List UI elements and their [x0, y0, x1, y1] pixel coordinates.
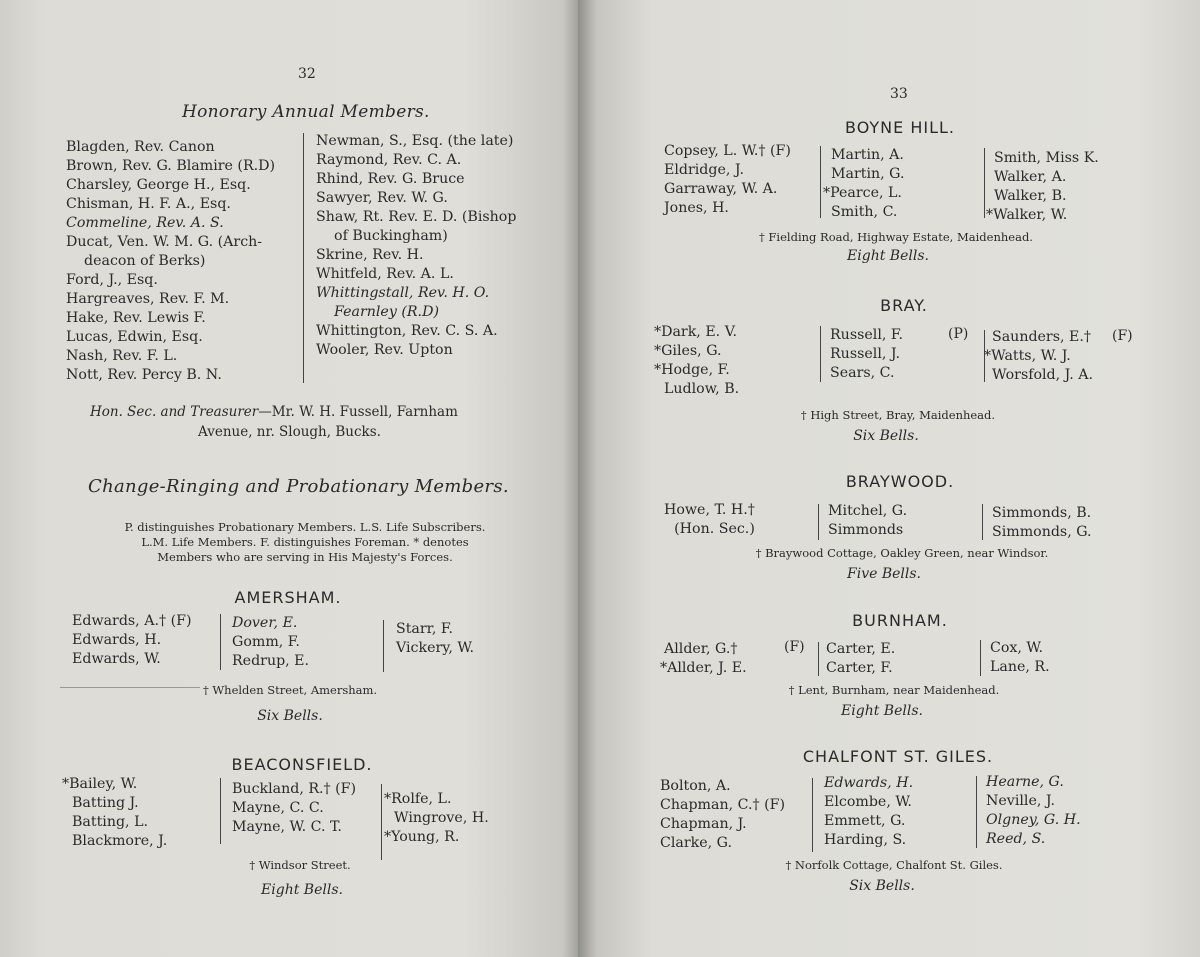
legend-line: L.M. Life Members. F. distinguishes Foreman. * denotes: [141, 535, 469, 549]
ringer-entry: Harding, S.: [824, 832, 907, 848]
ringer-entry: Sears, C.: [830, 365, 895, 381]
beaconsfield-column-1: [62, 775, 167, 851]
ringer-entry: (Hon. Sec.): [674, 521, 755, 537]
ringer-entry: Simmonds, B.: [992, 505, 1092, 521]
ringer-entry: Jones, H.: [664, 200, 729, 216]
member-entry: Fearnley (R.D): [316, 304, 439, 320]
ringer-entry: *Dark, E. V.: [654, 324, 737, 340]
ringer-entry: Chapman, J.: [660, 816, 747, 832]
ringer-entry: *Hodge, F.: [654, 362, 730, 378]
amersham-column-1: [72, 612, 191, 669]
member-entry: Newman, S., Esq. (the late): [316, 133, 514, 149]
member-entry: Hake, Rev. Lewis F.: [66, 310, 206, 326]
beaconsfield-column-2: [232, 780, 356, 837]
ringer-entry: Carter, F.: [826, 660, 893, 676]
member-entry: Charsley, George H., Esq.: [66, 177, 251, 193]
ringer-entry: Redrup, E.: [232, 653, 310, 669]
tower-beaconsfield-heading: BEACONSFIELD.: [231, 755, 373, 774]
ringer-entry: *Allder, J. E.: [660, 660, 747, 676]
member-entry: Whittingstall, Rev. H. O.: [316, 285, 490, 301]
column-divider: [976, 776, 977, 848]
change-ringing-heading: Change-Ringing and Probationary Members.: [88, 476, 509, 497]
ringer-entry: Mayne, C. C.: [232, 800, 324, 816]
tower-address: † Fielding Road, Highway Estate, Maidenhead.: [759, 230, 1033, 244]
member-entry: Chisman, H. F. A., Esq.: [66, 196, 231, 212]
ringer-entry: Eldridge, J.: [664, 162, 744, 178]
member-entry: Nott, Rev. Percy B. N.: [66, 367, 222, 383]
column-divider: [383, 620, 384, 672]
ringer-entry: *Rolfe, L.: [384, 791, 452, 807]
member-entry: Wooler, Rev. Upton: [316, 342, 453, 358]
ringer-entry: Simmonds, G.: [992, 524, 1092, 540]
bell-count: Six Bells.: [853, 428, 919, 444]
ringer-entry: Reed, S.: [986, 831, 1046, 847]
ringer-entry: Edwards, W.: [72, 651, 161, 667]
column-divider: [303, 133, 304, 383]
ringer-entry: Vickery, W.: [396, 640, 475, 656]
ringer-entry: Olgney, G. H.: [986, 812, 1081, 828]
hon-sec-address: Avenue, nr. Slough, Bucks.: [198, 424, 381, 440]
tower-address: † Norfolk Cottage, Chalfont St. Giles.: [785, 858, 1003, 872]
column-divider: [818, 642, 819, 676]
ringer-entry: Worsfold, J. A.: [992, 367, 1094, 383]
member-entry: of Buckingham): [316, 228, 448, 244]
bray-column-1: [654, 323, 739, 399]
boyne-hill-column-3: [986, 149, 1099, 225]
member-entry: Brown, Rev. G. Blamire (R.D): [66, 158, 276, 174]
ringer-entry: Dover, E.: [232, 615, 298, 631]
member-entry: deacon of Berks): [66, 253, 206, 269]
page-number: 33: [890, 86, 908, 102]
legend-line: P. distinguishes Probationary Members. L.S. Life Subscribers.: [124, 520, 486, 534]
braywood-column-2: [828, 502, 907, 540]
column-divider: [220, 614, 221, 670]
member-entry: Whitfeld, Rev. A. L.: [316, 266, 454, 282]
ringer-entry: Hearne, G.: [986, 774, 1064, 790]
honorary-column-2: [316, 132, 516, 360]
ringer-entry: *Pearce, L.: [823, 185, 902, 201]
ringer-entry: Chapman, C.† (F): [660, 797, 785, 813]
hon-sec-line: [90, 404, 458, 420]
braywood-column-3: [992, 504, 1092, 542]
ringer-entry: Edwards, H.: [824, 775, 914, 791]
tower-chalfont-st-giles-heading: CHALFONT ST. GILES.: [802, 747, 994, 766]
tower-address: † Windsor Street.: [249, 858, 351, 872]
bray-column-2: [830, 326, 903, 383]
member-entry: Raymond, Rev. C. A.: [316, 152, 462, 168]
honorary-column-1: [66, 138, 275, 385]
ringer-entry: Russell, F.: [830, 327, 904, 343]
tower-address: † Braywood Cottage, Oakley Green, near Windsor.: [755, 546, 1049, 560]
ringer-entry: Buckland, R.† (F): [232, 781, 357, 797]
ringer-entry: Mitchel, G.: [828, 503, 908, 519]
chalfont-column-1: [660, 777, 785, 853]
ringer-entry: *Giles, G.: [654, 343, 722, 359]
bell-count: Five Bells.: [847, 566, 921, 582]
ringer-entry: Walker, B.: [994, 188, 1067, 204]
bell-count: Six Bells.: [849, 878, 915, 894]
legend: [70, 520, 540, 565]
beaconsfield-column-3: [384, 790, 489, 847]
ringer-entry: Smith, C.: [831, 204, 898, 220]
foreman-tag: (F): [784, 639, 805, 655]
ringer-entry: *Young, R.: [384, 829, 460, 845]
amersham-column-3: [396, 620, 474, 658]
ringer-entry: Mayne, W. C. T.: [232, 819, 342, 835]
tower-boyne-hill-heading: BOYNE HILL.: [844, 118, 956, 137]
ringer-entry: Howe, T. H.†: [664, 502, 755, 518]
ringer-entry: Edwards, H.: [72, 632, 162, 648]
ringer-entry: Lane, R.: [990, 659, 1050, 675]
boyne-hill-column-2: [823, 146, 905, 222]
ringer-entry: Neville, J.: [986, 793, 1055, 809]
right-page: [578, 0, 1200, 957]
tower-amersham-heading: AMERSHAM.: [234, 588, 342, 607]
ringer-entry: Clarke, G.: [660, 835, 732, 851]
hon-sec-label: Hon. Sec. and Treasurer: [90, 404, 259, 420]
column-divider: [820, 146, 821, 218]
foreman-tag: (F): [1112, 328, 1133, 344]
ringer-entry: Batting, L.: [72, 814, 148, 830]
chalfont-column-2: [824, 774, 913, 850]
ringer-entry: Elcombe, W.: [824, 794, 912, 810]
ringer-entry: Martin, A.: [831, 147, 904, 163]
bell-count: Eight Bells.: [841, 703, 923, 719]
ringer-entry: Russell, J.: [830, 346, 900, 362]
member-entry: Ducat, Ven. W. M. G. (Arch-: [66, 234, 263, 250]
faint-rule: [60, 687, 200, 688]
tower-burnham-heading: BURNHAM.: [852, 611, 948, 630]
column-divider: [818, 504, 819, 540]
probationary-tag: (P): [948, 326, 969, 342]
legend-line: Members who are serving in His Majesty's Forces.: [157, 550, 453, 564]
ringer-entry: Copsey, L. W.† (F): [664, 143, 791, 159]
column-divider: [980, 640, 981, 676]
boyne-hill-column-1: [664, 142, 791, 218]
ringer-entry: Smith, Miss K.: [994, 150, 1099, 166]
ringer-entry: Saunders, E.†: [992, 329, 1091, 345]
column-divider: [982, 504, 983, 540]
member-entry: Hargreaves, Rev. F. M.: [66, 291, 230, 307]
ringer-entry: Emmett, G.: [824, 813, 906, 829]
ringer-entry: Garraway, W. A.: [664, 181, 778, 197]
ringer-entry: Ludlow, B.: [664, 381, 740, 397]
amersham-column-2: [232, 614, 309, 671]
ringer-entry: Wingrove, H.: [394, 810, 489, 826]
bell-count: Six Bells.: [257, 708, 323, 724]
ringer-entry: Walker, A.: [994, 169, 1067, 185]
member-entry: Rhind, Rev. G. Bruce: [316, 171, 465, 187]
ringer-entry: Martin, G.: [831, 166, 905, 182]
braywood-column-1: [664, 501, 755, 539]
tower-address: † High Street, Bray, Maidenhead.: [800, 408, 996, 422]
member-entry: Commeline, Rev. A. S.: [66, 215, 224, 231]
tower-bray-heading: BRAY.: [880, 296, 928, 315]
burnham-column-3: [990, 639, 1050, 677]
bell-count: Eight Bells.: [261, 882, 343, 898]
tower-address: † Lent, Burnham, near Maidenhead.: [788, 683, 1000, 697]
ringer-entry: Batting J.: [72, 795, 139, 811]
column-divider: [381, 784, 382, 860]
honorary-heading: Honorary Annual Members.: [182, 102, 430, 122]
ringer-entry: *Watts, W. J.: [984, 348, 1071, 364]
burnham-column-2: [826, 640, 895, 678]
ringer-entry: Edwards, A.† (F): [72, 613, 192, 629]
ringer-entry: Simmonds: [828, 522, 904, 538]
member-entry: Ford, J., Esq.: [66, 272, 158, 288]
left-page: [0, 0, 580, 957]
bell-count: Eight Bells.: [847, 248, 929, 264]
column-divider: [820, 326, 821, 382]
ringer-entry: Starr, F.: [396, 621, 454, 637]
ringer-entry: Blackmore, J.: [72, 833, 168, 849]
ringer-entry: Cox, W.: [990, 640, 1044, 656]
member-entry: Whittington, Rev. C. S. A.: [316, 323, 498, 339]
member-entry: Skrine, Rev. H.: [316, 247, 424, 263]
ringer-entry: Carter, E.: [826, 641, 896, 657]
member-entry: Blagden, Rev. Canon: [66, 139, 215, 155]
burnham-column-1: [660, 640, 747, 678]
tower-address: † Whelden Street, Amersham.: [202, 683, 378, 697]
member-entry: Nash, Rev. F. L.: [66, 348, 178, 364]
column-divider: [812, 778, 813, 852]
member-entry: Lucas, Edwin, Esq.: [66, 329, 203, 345]
member-entry: Sawyer, Rev. W. G.: [316, 190, 448, 206]
ringer-entry: *Walker, W.: [986, 207, 1068, 223]
bray-column-3: [984, 328, 1093, 385]
column-divider: [984, 148, 985, 218]
tower-braywood-heading: BRAYWOOD.: [845, 472, 955, 491]
member-entry: Shaw, Rt. Rev. E. D. (Bishop: [316, 209, 517, 225]
column-divider: [220, 778, 221, 844]
ringer-entry: Bolton, A.: [660, 778, 731, 794]
ringer-entry: Gomm, F.: [232, 634, 300, 650]
hon-sec-text: —Mr. W. H. Fussell, Farnham: [258, 404, 458, 420]
ringer-entry: *Bailey, W.: [62, 776, 138, 792]
chalfont-column-3: [986, 773, 1081, 849]
page-number: 32: [298, 66, 316, 82]
ringer-entry: Allder, G.†: [664, 641, 738, 657]
